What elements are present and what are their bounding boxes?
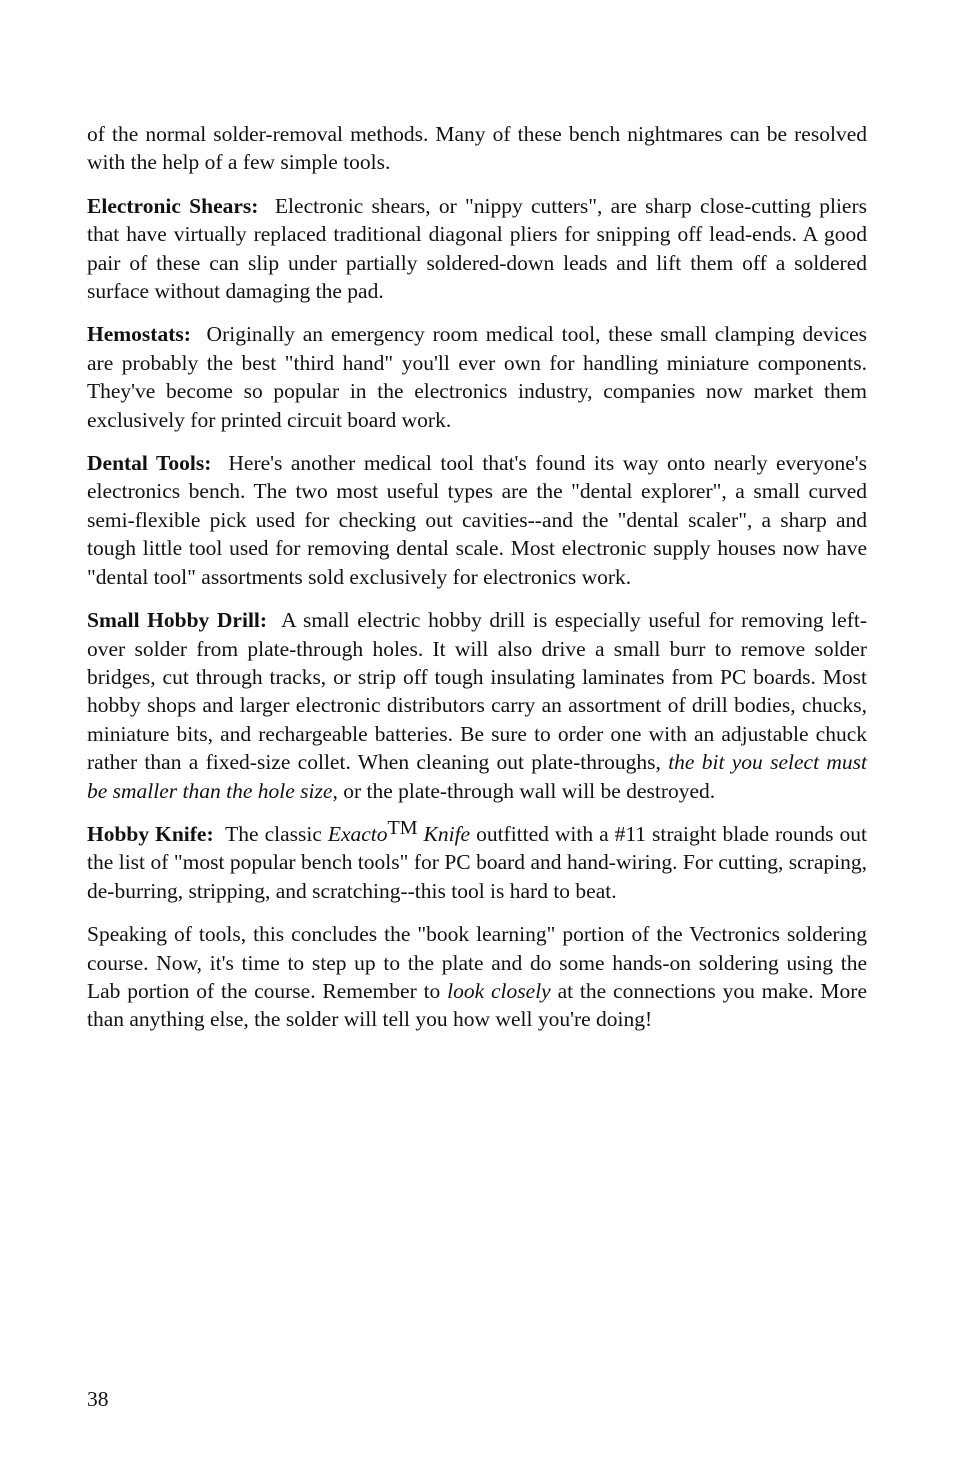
closing-paragraph <box>87 920 867 1034</box>
dental-tools-text: Here's another medical tool that's found its way onto nearly everyone's electronics bench. The two most useful types are the "dental explorer", a small curved semi-flexible pick used for checking out cavities--and the "dental scaler", a sharp and tough little tool used for removing dental scale. Most electronic supply houses now have "dental tool" assortments sold exclusively for electronics work. <box>87 451 867 589</box>
page-body <box>87 120 867 1049</box>
electronic-shears-text: Electronic shears, or "nippy cutters", are sharp close-cutting pliers that have virtually replaced traditional diagonal pliers for snipping off lead-ends. A good pair of these can slip under partially soldered-down leads and lift them off a soldered surface without damaging the pad. <box>87 193 867 304</box>
dental-tools-paragraph <box>87 449 867 591</box>
page-number: 38 <box>87 1387 109 1411</box>
trademark-symbol: TM <box>387 816 418 839</box>
small-hobby-drill-term: Small Hobby Drill: <box>87 608 268 633</box>
hobby-knife-product: Knife <box>423 821 471 846</box>
small-hobby-drill-emphasis: the bit you select must be smaller than the hole size <box>87 750 867 803</box>
electronic-shears-paragraph <box>87 192 867 306</box>
intro-paragraph <box>87 120 867 177</box>
hobby-knife-text-before: The classic <box>225 821 322 846</box>
hemostats-paragraph <box>87 320 867 434</box>
hemostats-text: Originally an emergency room medical tool, these small clamping devices are probably the best "third hand" you'll ever own for handling miniature components. They've become so popular in the electronics industry, companies now market them exclusively for printed circuit board work. <box>87 322 867 432</box>
closing-text-before: Speaking of tools, this concludes the "book learning" portion of the Vectronics soldering course. Now, it's time to step up to the plate and do some hands-on soldering using the Lab portion of the course. Remember to <box>87 922 867 1003</box>
hobby-knife-term: Hobby Knife: <box>87 821 214 846</box>
intro-text: of the normal solder-removal methods. Many of these bench nightmares can be resolved with the help of a few simple tools. <box>87 122 867 175</box>
small-hobby-drill-text-after: , or the plate-through wall will be destroyed. <box>332 778 716 803</box>
hemostats-term: Hemostats: <box>87 322 191 347</box>
small-hobby-drill-paragraph <box>87 606 867 805</box>
small-hobby-drill-text: A small electric hobby drill is especially useful for removing left-over solder from plate-through holes. It will also drive a small burr to remove solder bridges, cut through tracks, or strip off tough insulating laminates from PC boards. Most hobby shops and larger electronic distributors carry an assortment of drill bodies, chucks, miniature bits, and rechargeable batteries. Be sure to order one with an adjustable chuck rather than a fixed-size collet. When cleaning out plate-throughs, <box>87 608 867 775</box>
dental-tools-term: Dental Tools: <box>87 451 212 476</box>
closing-emphasis: look closely <box>447 978 551 1003</box>
hobby-knife-text-after: outfitted with a #11 straight blade rounds out the list of "most popular bench tools" for PC board and hand-wiring. For cutting, scraping, de-burring, stripping, and scratching--this tool is hard to beat. <box>87 821 867 903</box>
hobby-knife-brand: Exacto <box>327 821 388 846</box>
hobby-knife-paragraph <box>87 816 867 905</box>
closing-text-after: at the connections you make. More than anything else, the solder will tell you how well you're doing! <box>87 978 868 1032</box>
electronic-shears-term: Electronic Shears: <box>87 193 259 218</box>
